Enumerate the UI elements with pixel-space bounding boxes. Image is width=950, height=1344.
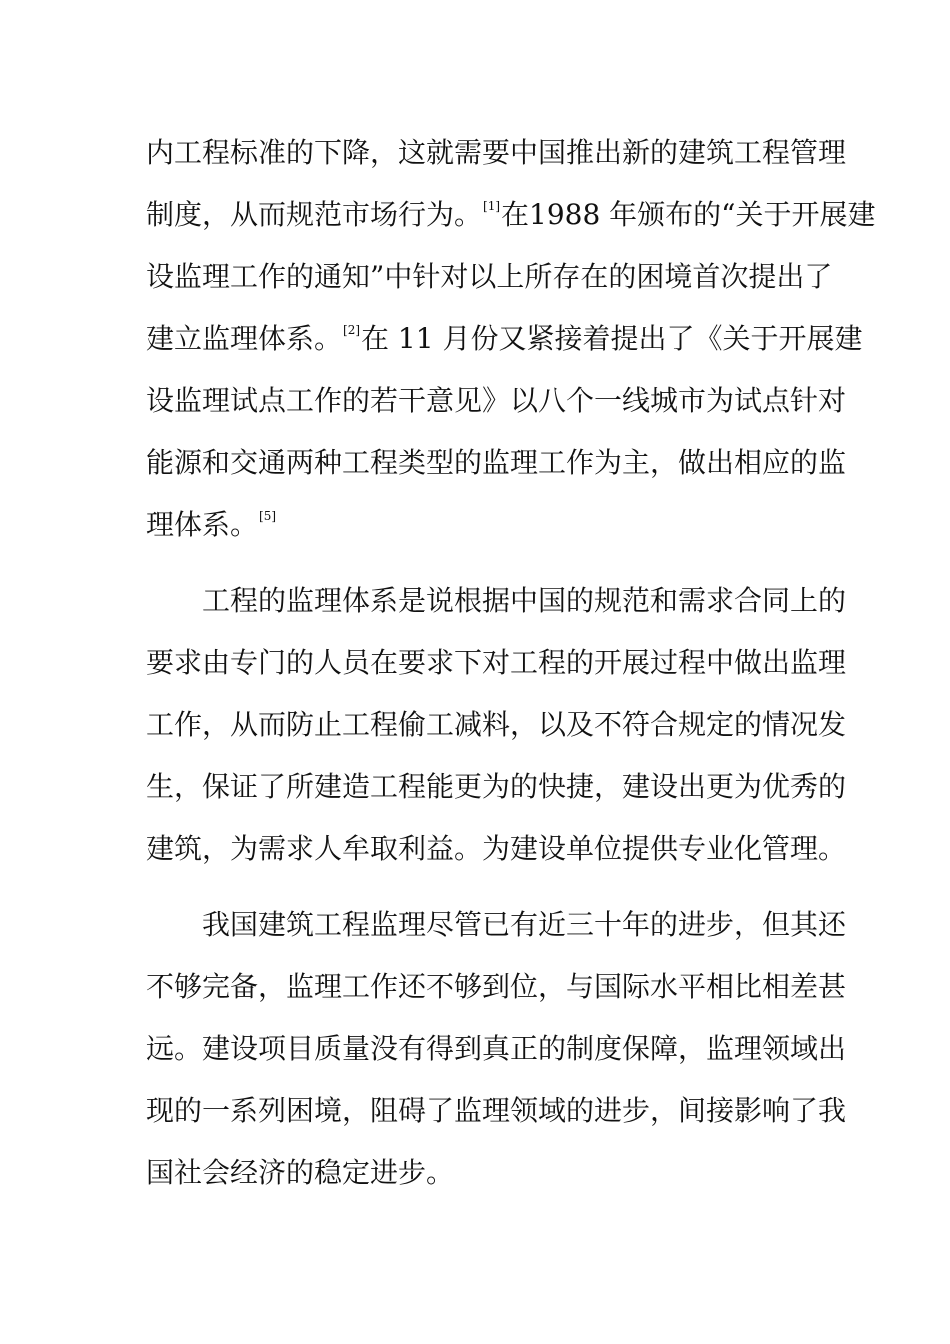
text-line: 要求由专门的人员在要求下对工程的开展过程中做出监理 — [146, 646, 847, 679]
paragraph-1 — [146, 122, 876, 556]
citation-ref[interactable]: [1] — [483, 199, 501, 213]
paragraph-3 — [146, 894, 847, 1204]
text-line: 建立监理体系。[2]在 11 月份又紧接着提出了《关于开展建 — [146, 322, 863, 355]
citation-ref[interactable]: [5] — [259, 509, 277, 523]
citation-ref[interactable]: [2] — [343, 323, 361, 337]
text-line: 国社会经济的稳定进步。 — [146, 1156, 455, 1189]
text-line: 设监理试点工作的若干意见》以八个一线城市为试点针对 — [146, 384, 847, 417]
text-line: 设监理工作的通知”中针对以上所存在的困境首次提出了 — [146, 260, 833, 293]
text-line: 工作，从而防止工程偷工减料，以及不符合规定的情况发 — [146, 708, 847, 741]
text-line: 工程的监理体系是说根据中国的规范和需求合同上的 — [202, 584, 847, 617]
text-line: 我国建筑工程监理尽管已有近三十年的进步，但其还 — [202, 908, 847, 941]
text-line: 理体系。[5] — [146, 508, 277, 541]
text-line: 现的一系列困境，阻碍了监理领域的进步，间接影响了我 — [146, 1094, 847, 1127]
paragraph-2 — [146, 570, 847, 880]
text-line: 不够完备，监理工作还不够到位，与国际水平相比相差甚 — [146, 970, 847, 1003]
text-line: 生，保证了所建造工程能更为的快捷，建设出更为优秀的 — [146, 770, 847, 803]
text-line: 能源和交通两种工程类型的监理工作为主，做出相应的监 — [146, 446, 847, 479]
text-line: 远。建设项目质量没有得到真正的制度保障，监理领域出 — [146, 1032, 847, 1065]
text-line: 建筑，为需求人牟取利益。为建设单位提供专业化管理。 — [146, 832, 847, 865]
text-line: 制度，从而规范市场行为。[1]在1988 年颁布的“关于开展建 — [146, 198, 876, 231]
text-line: 内工程标准的下降，这就需要中国推出新的建筑工程管理 — [146, 136, 847, 169]
